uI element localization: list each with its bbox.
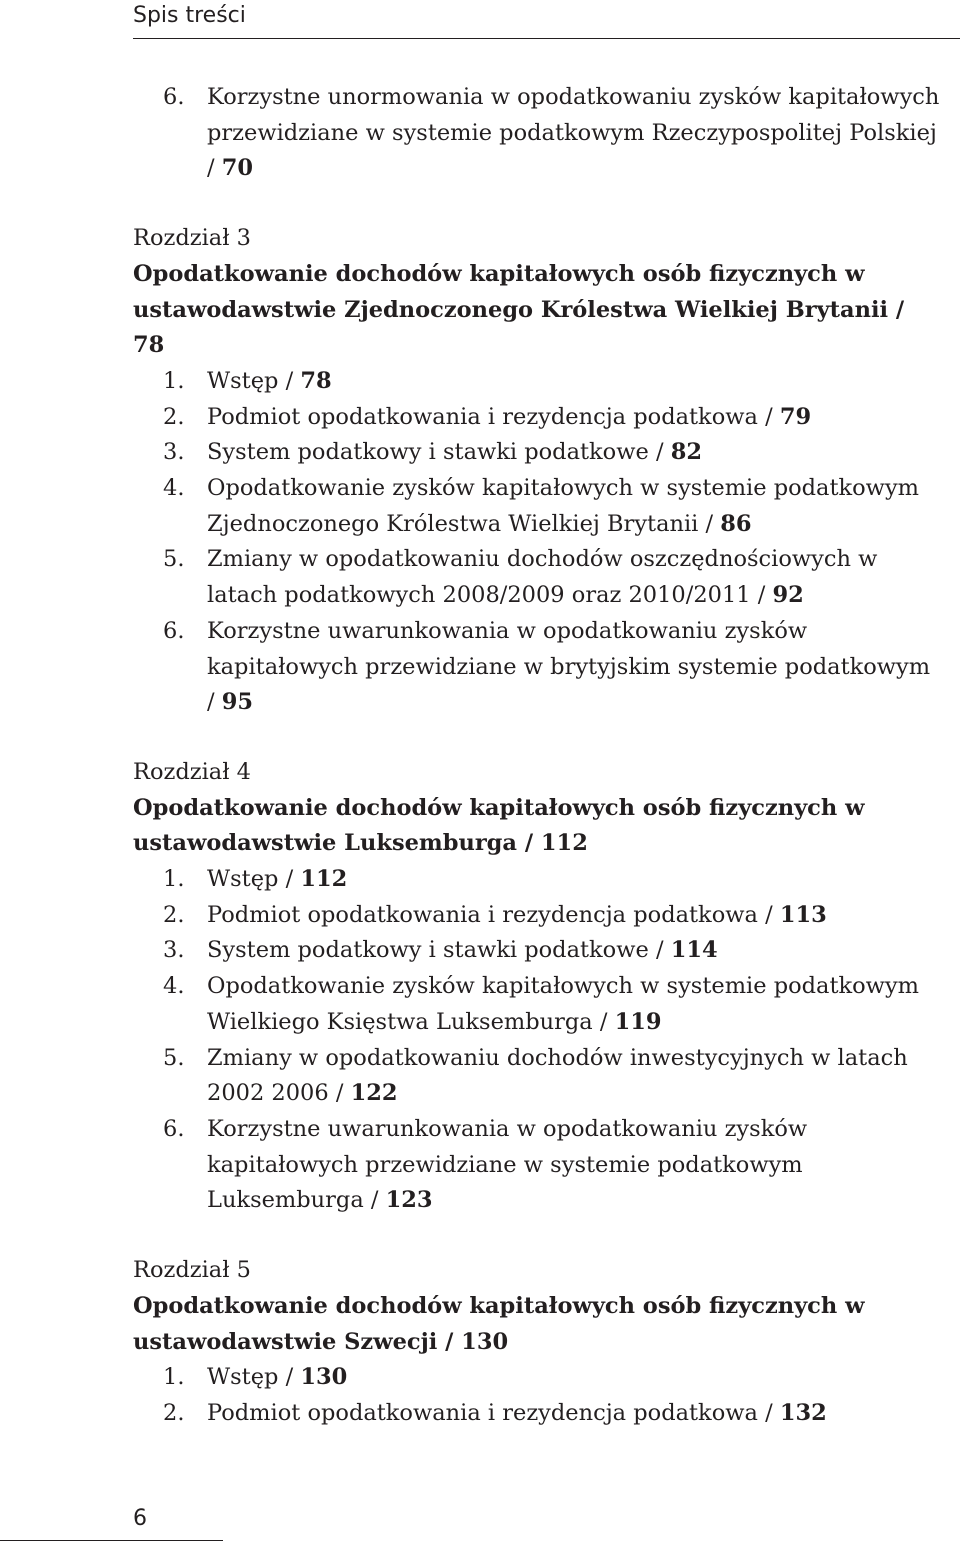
entry-number: 1. [163,866,185,893]
chapter-label: Rozdział 3 [133,225,251,252]
entry-body [207,475,919,537]
entry-separator: / [328,1080,351,1107]
entry-separator: / [278,866,301,893]
footer-rule [0,1540,223,1541]
running-header-title: Spis treści [133,3,246,28]
chapter-page-number: 78 [133,332,165,359]
toc-entry [133,364,943,400]
chapter-title [133,1289,943,1360]
entry-page-number: 119 [614,1008,662,1035]
entry-number: 3. [163,937,185,964]
entry-body [207,618,930,715]
entry-number: 3. [163,439,185,466]
entry-title: Zmiany w opodatkowaniu dochodów inwestycyjnych w latach 2002 2006 [207,1044,908,1107]
entry-page-number: 132 [779,1399,827,1426]
chapter-title-separator: / [888,296,905,323]
entry-number: 1. [163,1364,185,1391]
entry-title: Podmiot opodatkowania i rezydencja podatkowa [207,901,758,928]
toc-entry [133,862,943,898]
entry-title: Opodatkowanie zysków kapitałowych w systemie podatkowym Zjednoczonego Królestwa Wielkiej Brytanii [207,475,919,537]
chapter-list [133,221,943,1432]
chapter-title-text: Opodatkowanie dochodów kapitałowych osób fizycznych w ustawodawstwie Zjednoczonego Królestwa Wielkiej Brytanii [133,260,889,323]
entry-separator: / [207,689,222,716]
entry-body [207,1116,807,1213]
entry-page-number: 114 [670,937,718,964]
chapter-title-separator: / [437,1328,462,1355]
toc-entry [133,969,943,1040]
entry-number: 1. [163,367,185,394]
entry-separator: / [648,439,671,466]
entry-title: Wstęp [207,866,279,893]
chapter-section [133,221,943,721]
entry-body [207,902,827,928]
entry-title: Podmiot opodatkowania i rezydencja podatkowa [207,1399,758,1426]
chapter-section [133,1253,943,1432]
entry-separator: / [698,510,721,537]
intro-entries [133,80,943,187]
entry-number: 2. [163,901,185,928]
entry-separator: / [207,155,222,182]
entry-body [207,866,347,892]
entry-page-number: 82 [670,439,702,466]
chapter-section [133,755,943,1219]
entry-separator: / [757,403,780,430]
entry-page-number: 78 [300,367,332,394]
chapter-label: Rozdział 5 [133,1257,251,1284]
toc-entry [133,471,943,542]
chapter-page-number: 130 [461,1328,509,1355]
entry-title: Podmiot opodatkowania i rezydencja podatkowa [207,403,758,430]
entry-page-number: 95 [221,689,254,716]
entry-separator: / [278,1364,301,1391]
entry-title: Zmiany w opodatkowaniu dochodów oszczędnościowych w latach podatkowych 2008/2009 oraz 2010/2011 [207,546,878,609]
toc-entry [133,614,943,721]
entry-number: 4. [163,973,185,1000]
toc-entry [133,1396,943,1432]
toc-entry [133,1112,943,1219]
entry-number: 6. [163,617,185,644]
entry-number: 6. [163,1115,185,1142]
toc-entry [133,933,943,969]
entry-body [207,937,718,963]
entry-body [207,1400,827,1426]
entry-number: 5. [163,546,185,573]
chapter-page-number: 112 [540,830,588,857]
entry-number: 2. [163,1399,185,1426]
entry-title: Korzystne uwarunkowania w opodatkowaniu zysków kapitałowych przewidziane w brytyjskim systemie podatkowym [207,617,931,680]
entry-body [207,973,919,1035]
entry-title: System podatkowy i stawki podatkowe [207,937,649,964]
entry-page-number: 112 [300,866,348,893]
toc-entry [133,1360,943,1396]
entry-page-number: 86 [720,510,752,537]
entry-body [207,546,877,608]
toc-entry [133,80,943,187]
entry-page-number: 70 [221,155,254,182]
entry-title: Korzystne uwarunkowania w opodatkowaniu zysków kapitałowych przewidziane w systemie podatkowym Luksemburga [207,1115,808,1214]
toc-entry [133,542,943,613]
entry-page-number: 130 [300,1364,348,1391]
entry-page-number: 113 [779,901,827,928]
toc-entry [133,898,943,934]
table-of-contents [133,80,943,1432]
entry-body [207,1045,908,1107]
toc-entry [133,435,943,471]
entry-body [207,439,702,465]
entry-number: 5. [163,1044,185,1071]
entry-body [207,1364,347,1390]
entry-page-number: 122 [350,1080,398,1107]
chapter-label: Rozdział 4 [133,758,251,785]
toc-entry [133,400,943,436]
chapter-title-text: Opodatkowanie dochodów kapitałowych osób fizycznych w ustawodawstwie Luksemburga [133,794,865,857]
entry-title: Wstęp [207,367,279,394]
chapter-title-text: Opodatkowanie dochodów kapitałowych osób fizycznych w ustawodawstwie Szwecji [133,1292,865,1355]
entry-page-number: 79 [779,403,812,430]
entry-page-number: 123 [385,1187,433,1214]
entry-page-number: 92 [772,582,804,609]
entry-separator: / [648,937,671,964]
entry-title: Wstęp [207,1364,279,1391]
entry-separator: / [592,1008,615,1035]
entry-title: Korzystne unormowania w opodatkowaniu zysków kapitałowych przewidziane w systemie podatkowym Rzeczypospolitej Polskiej [207,84,940,146]
entry-separator: / [757,1399,780,1426]
entry-number: 2. [163,403,185,430]
entry-number: 4. [163,475,185,502]
entry-body [207,404,811,430]
entry-separator: / [757,901,780,928]
entry-separator: / [750,582,773,609]
entry-body [207,368,332,394]
entry-title: Opodatkowanie zysków kapitałowych w systemie podatkowym Wielkiego Księstwa Luksemburga [207,973,919,1035]
toc-entry [133,1041,943,1112]
chapter-title-separator: / [517,830,541,857]
chapter-title [133,791,943,862]
entry-number: 6. [163,84,185,110]
entry-body [207,84,939,181]
chapter-title [133,257,943,364]
page-number: 6 [133,1506,147,1531]
entry-title: System podatkowy i stawki podatkowe [207,439,649,466]
entry-separator: / [363,1187,386,1214]
entry-separator: / [278,367,301,394]
header-rule [133,38,960,39]
